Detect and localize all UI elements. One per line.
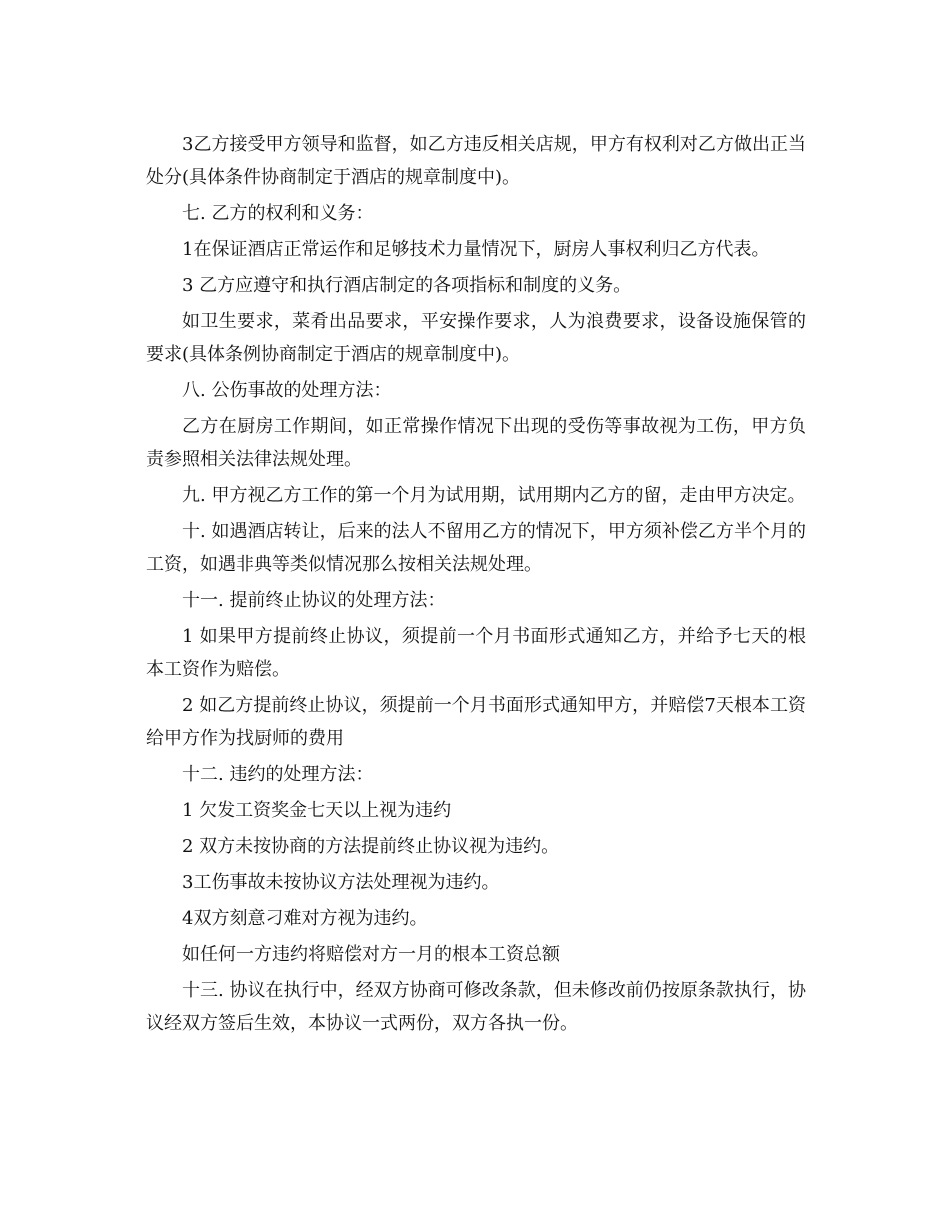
- paragraph: 2 双方未按协商的方法提前终止协议视为违约。: [182, 836, 560, 857]
- paragraph: 十三. 协议在执行中，经双方协商可修改条款，但未修改前仍按原条款执行，协议经双方签后生效，本协议一式两份，双方各执一份。: [146, 980, 806, 1034]
- section-heading: 十一. 提前终止协议的处理方法：: [182, 590, 446, 611]
- paragraph: 如卫生要求，菜肴出品要求，平安操作要求，人为浪费要求，设备设施保管的要求(具体条例协商制定于酒店的规章制度中)。: [146, 311, 806, 365]
- document-body: [146, 128, 806, 1043]
- paragraph: 如任何一方违约将赔偿对方一月的根本工资总额: [182, 944, 560, 965]
- paragraph: 4双方刻意刁难对方视为违约。: [182, 908, 428, 929]
- section-heading: 十二. 违约的处理方法：: [182, 764, 374, 785]
- paragraph: 九. 甲方视乙方工作的第一个月为试用期，试用期内乙方的留，走由甲方决定。: [182, 485, 806, 506]
- paragraph: 3 乙方应遵守和执行酒店制定的各项指标和制度的义务。: [182, 275, 632, 296]
- paragraph: 1 如果甲方提前终止协议，须提前一个月书面形式通知乙方，并给予七天的根本工资作为赔偿。: [146, 626, 806, 680]
- paragraph: 乙方在厨房工作期间，如正常操作情况下出现的受伤等事故视为工伤，甲方负责参照相关法律法规处理。: [146, 416, 806, 470]
- paragraph: 3工伤事故未按协议方法处理视为违约。: [182, 872, 500, 893]
- paragraph: 2 如乙方提前终止协议，须提前一个月书面形式通知甲方，并赔偿7天根本工资给甲方作为找厨师的费用: [146, 695, 806, 749]
- section-heading: 八. 公伤事故的处理方法：: [182, 380, 392, 401]
- paragraph: 十. 如遇酒店转让，后来的法人不留用乙方的情况下，甲方须补偿乙方半个月的工资，如遇非典等类似情况那么按相关法规处理。: [146, 521, 806, 575]
- paragraph: 1在保证酒店正常运作和足够技术力量情况下，厨房人事权利归乙方代表。: [182, 239, 770, 260]
- section-heading: 七. 乙方的权利和义务：: [182, 203, 374, 224]
- paragraph: 3乙方接受甲方领导和监督，如乙方违反相关店规，甲方有权利对乙方做出正当处分(具体条件协商制定于酒店的规章制度中)。: [146, 134, 806, 188]
- paragraph: 1 欠发工资奖金七天以上视为违约: [182, 800, 452, 821]
